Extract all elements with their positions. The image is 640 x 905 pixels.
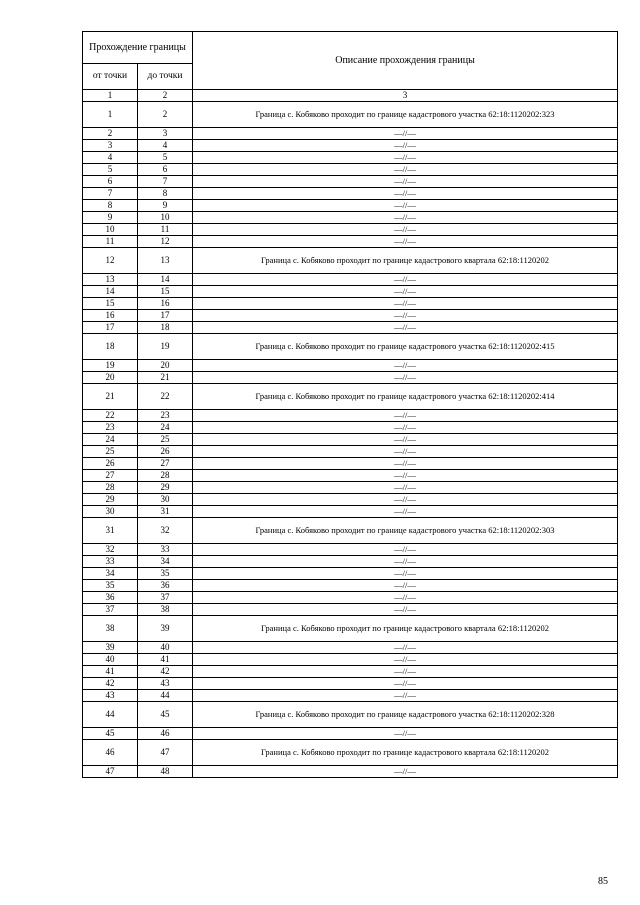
table-row [83,248,618,274]
cell-description: —//— [193,200,618,212]
cell-from-point: 20 [83,372,138,384]
cell-from-point: 19 [83,360,138,372]
cell-to-point: 28 [138,470,193,482]
cell-description: —//— [193,568,618,580]
cell-description: —//— [193,176,618,188]
cell-to-point: 35 [138,568,193,580]
table-row [83,384,618,410]
cell-to-point: 12 [138,236,193,248]
cell-from-point: 46 [83,740,138,766]
cell-from-point: 8 [83,200,138,212]
cell-description: —//— [193,544,618,556]
page-number: 85 [598,876,608,887]
table-row [83,176,618,188]
cell-from-point: 43 [83,690,138,702]
cell-to-point: 48 [138,766,193,778]
table-row [83,152,618,164]
boundary-table [82,31,618,778]
cell-from-point: 33 [83,556,138,568]
cell-from-point: 27 [83,470,138,482]
cell-to-point: 45 [138,702,193,728]
table-row [83,188,618,200]
cell-from-point: 1 [83,102,138,128]
cell-from-point: 15 [83,298,138,310]
cell-description: —//— [193,274,618,286]
cell-from-point: 6 [83,176,138,188]
cell-to-point: 29 [138,482,193,494]
cell-to-point: 7 [138,176,193,188]
cell-description: —//— [193,642,618,654]
table-row [83,470,618,482]
table-row [83,128,618,140]
cell-description: —//— [193,446,618,458]
table-row [83,298,618,310]
cell-to-point: 25 [138,434,193,446]
cell-description: —//— [193,470,618,482]
cell-to-point: 40 [138,642,193,654]
cell-from-point: 18 [83,334,138,360]
cell-description: —//— [193,164,618,176]
cell-from-point: 25 [83,446,138,458]
cell-to-point: 21 [138,372,193,384]
cell-description: —//— [193,212,618,224]
cell-from-point: 3 [83,140,138,152]
cell-description: Граница с. Кобяково проходит по границе кадастрового квартала 62:18:1120202 [193,248,618,274]
table-row [83,434,618,446]
cell-from-point: 45 [83,728,138,740]
cell-to-point: 11 [138,224,193,236]
cell-from-point: 47 [83,766,138,778]
cell-to-point: 10 [138,212,193,224]
cell-from-point: 4 [83,152,138,164]
cell-to-point: 2 [138,102,193,128]
table-row [83,446,618,458]
cell-description: —//— [193,580,618,592]
cell-from-point: 35 [83,580,138,592]
cell-description: —//— [193,728,618,740]
table-row [83,482,618,494]
cell-to-point: 6 [138,164,193,176]
cell-to-point: 31 [138,506,193,518]
cell-to-point: 39 [138,616,193,642]
table-row [83,164,618,176]
cell-from-point: 44 [83,702,138,728]
table-row [83,702,618,728]
cell-to-point: 36 [138,580,193,592]
cell-from-point: 10 [83,224,138,236]
cell-description: Граница с. Кобяково проходит по границе кадастрового участка 62:18:1120202:323 [193,102,618,128]
table-row [83,690,618,702]
cell-description: Граница с. Кобяково проходит по границе кадастрового участка 62:18:1120202:303 [193,518,618,544]
header-from-point: от точки [83,64,138,90]
cell-from-point: 9 [83,212,138,224]
table-row [83,286,618,298]
cell-from-point: 30 [83,506,138,518]
cell-description: —//— [193,690,618,702]
cell-from-point: 16 [83,310,138,322]
table-row [83,506,618,518]
cell-description: —//— [193,236,618,248]
cell-description: —//— [193,140,618,152]
cell-from-point: 42 [83,678,138,690]
table-row [83,740,618,766]
cell-to-point: 17 [138,310,193,322]
cell-from-point: 11 [83,236,138,248]
cell-to-point: 37 [138,592,193,604]
cell-from-point: 41 [83,666,138,678]
cell-to-point: 13 [138,248,193,274]
cell-to-point: 27 [138,458,193,470]
cell-description: —//— [193,556,618,568]
table-body [83,102,618,778]
table-row [83,274,618,286]
cell-to-point: 46 [138,728,193,740]
cell-description: —//— [193,128,618,140]
table-row [83,494,618,506]
cell-to-point: 23 [138,410,193,422]
cell-from-point: 31 [83,518,138,544]
cell-description: —//— [193,604,618,616]
cell-to-point: 24 [138,422,193,434]
cell-description: —//— [193,322,618,334]
cell-to-point: 4 [138,140,193,152]
cell-to-point: 33 [138,544,193,556]
table-row [83,580,618,592]
cell-to-point: 16 [138,298,193,310]
header-description: Описание прохождения границы [193,32,618,90]
cell-from-point: 14 [83,286,138,298]
cell-to-point: 44 [138,690,193,702]
cell-description: —//— [193,678,618,690]
cell-description: —//— [193,286,618,298]
table-row [83,678,618,690]
cell-to-point: 26 [138,446,193,458]
cell-to-point: 8 [138,188,193,200]
table-row [83,666,618,678]
cell-from-point: 24 [83,434,138,446]
cell-to-point: 43 [138,678,193,690]
cell-from-point: 32 [83,544,138,556]
cell-from-point: 2 [83,128,138,140]
cell-to-point: 15 [138,286,193,298]
cell-description: —//— [193,766,618,778]
cell-to-point: 3 [138,128,193,140]
table-row [83,518,618,544]
cell-from-point: 21 [83,384,138,410]
table-row [83,728,618,740]
header-boundary-passage: Прохождение границы [83,32,193,64]
cell-from-point: 40 [83,654,138,666]
cell-to-point: 20 [138,360,193,372]
cell-description: —//— [193,310,618,322]
table-row [83,568,618,580]
table-row [83,592,618,604]
cell-description: —//— [193,434,618,446]
cell-description: Граница с. Кобяково проходит по границе кадастрового участка 62:18:1120202:414 [193,384,618,410]
cell-from-point: 22 [83,410,138,422]
cell-from-point: 13 [83,274,138,286]
table-row [83,556,618,568]
cell-from-point: 36 [83,592,138,604]
table-row [83,200,618,212]
table-row [83,544,618,556]
table-row [83,334,618,360]
cell-description: Граница с. Кобяково проходит по границе кадастрового участка 62:18:1120202:328 [193,702,618,728]
table-row [83,642,618,654]
cell-description: —//— [193,152,618,164]
cell-from-point: 7 [83,188,138,200]
table-row [83,604,618,616]
table-row [83,224,618,236]
table-row [83,140,618,152]
cell-from-point: 12 [83,248,138,274]
cell-description: —//— [193,422,618,434]
cell-from-point: 5 [83,164,138,176]
table-row [83,212,618,224]
cell-to-point: 41 [138,654,193,666]
cell-to-point: 47 [138,740,193,766]
cell-to-point: 9 [138,200,193,212]
cell-from-point: 23 [83,422,138,434]
table-row [83,236,618,248]
cell-to-point: 30 [138,494,193,506]
cell-description: —//— [193,506,618,518]
cell-to-point: 18 [138,322,193,334]
cell-from-point: 38 [83,616,138,642]
cell-description: Граница с. Кобяково проходит по границе кадастрового участка 62:18:1120202:415 [193,334,618,360]
cell-from-point: 37 [83,604,138,616]
column-number-1: 1 [83,90,138,102]
table-row [83,372,618,384]
cell-description: —//— [193,298,618,310]
table-row [83,310,618,322]
table-row [83,766,618,778]
table-row [83,322,618,334]
cell-from-point: 29 [83,494,138,506]
cell-to-point: 22 [138,384,193,410]
cell-description: —//— [193,666,618,678]
cell-from-point: 34 [83,568,138,580]
column-number-2: 2 [138,90,193,102]
cell-from-point: 28 [83,482,138,494]
cell-to-point: 34 [138,556,193,568]
cell-to-point: 19 [138,334,193,360]
cell-description: —//— [193,482,618,494]
cell-description: —//— [193,654,618,666]
table-row [83,458,618,470]
cell-to-point: 32 [138,518,193,544]
cell-description: —//— [193,372,618,384]
cell-to-point: 38 [138,604,193,616]
cell-description: Граница с. Кобяково проходит по границе кадастрового квартала 62:18:1120202 [193,616,618,642]
table-row [83,422,618,434]
cell-description: —//— [193,494,618,506]
header-to-point: до точки [138,64,193,90]
table-row [83,616,618,642]
cell-description: Граница с. Кобяково проходит по границе кадастрового квартала 62:18:1120202 [193,740,618,766]
cell-description: —//— [193,410,618,422]
cell-to-point: 42 [138,666,193,678]
table-row [83,102,618,128]
column-number-3: 3 [193,90,618,102]
cell-description: —//— [193,458,618,470]
cell-from-point: 17 [83,322,138,334]
cell-description: —//— [193,188,618,200]
table-row [83,360,618,372]
cell-from-point: 39 [83,642,138,654]
cell-to-point: 14 [138,274,193,286]
cell-description: —//— [193,360,618,372]
table-row [83,410,618,422]
cell-from-point: 26 [83,458,138,470]
table-row [83,654,618,666]
cell-description: —//— [193,224,618,236]
cell-to-point: 5 [138,152,193,164]
cell-description: —//— [193,592,618,604]
